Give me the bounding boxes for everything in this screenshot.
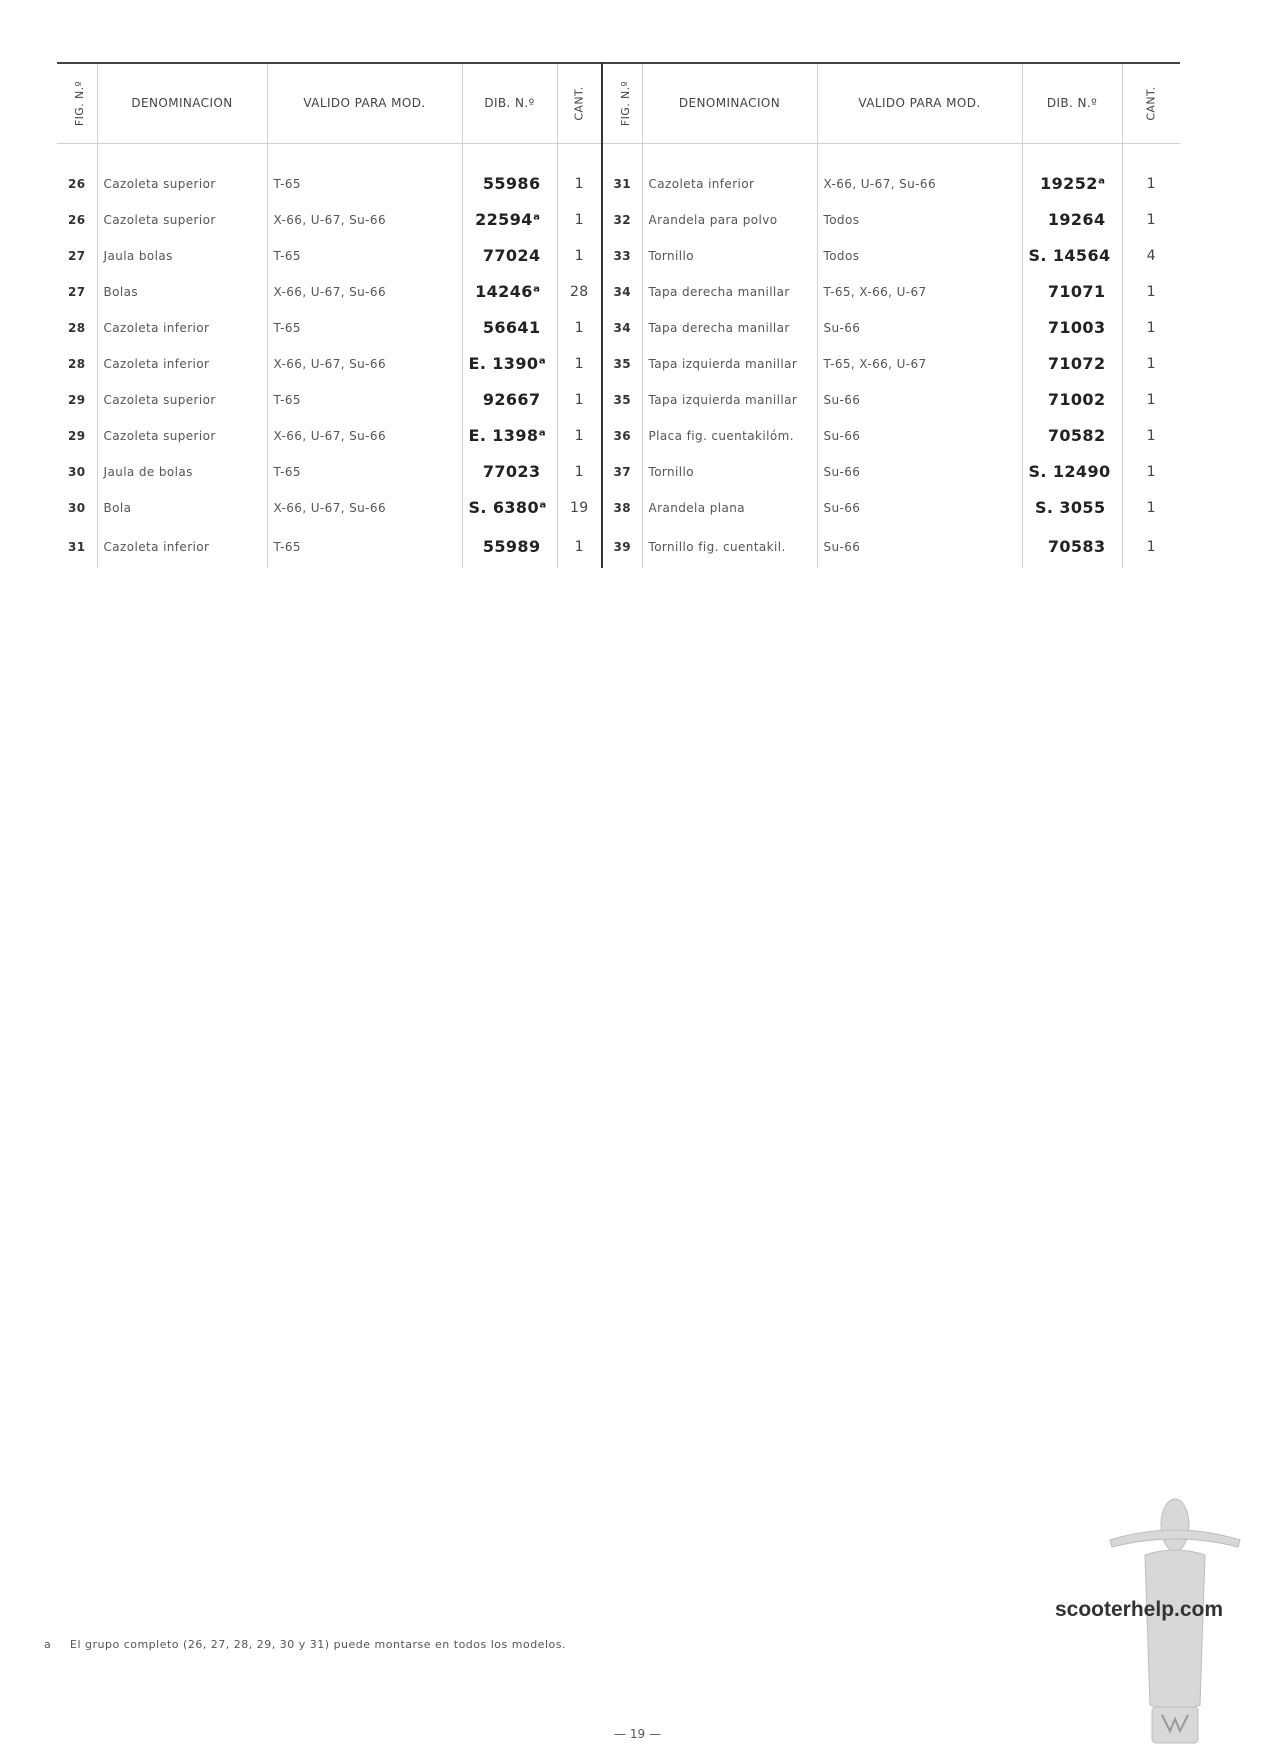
cell-models: Su-66 [817,454,1022,490]
cell-dib: 71072 [1022,346,1122,382]
cell-models: Su-66 [817,490,1022,526]
cell-name: Cazoleta inferior [642,143,817,202]
cell-name: Arandela para polvo [642,202,817,238]
cell-name: Cazoleta inferior [97,310,267,346]
cell-cant: 28 [557,274,602,310]
cell-fig: 35 [602,382,642,418]
header-dib: DIB. N.º [462,63,557,143]
table-row [57,346,1180,382]
cell-cant: 1 [1122,202,1180,238]
cell-cant: 1 [557,382,602,418]
cell-name: Cazoleta superior [97,418,267,454]
cell-fig: 32 [602,202,642,238]
cell-cant: 1 [557,202,602,238]
cell-cant: 1 [557,143,602,202]
cell-fig: 28 [68,356,86,371]
cell-fig: 26 [68,212,86,227]
cell-fig: 31 [68,539,86,554]
cell-models: X-66, U-67, Su-66 [267,274,462,310]
cell-models: T-65, X-66, U-67 [817,346,1022,382]
footnote-mark: a [44,1638,52,1651]
table-row [57,526,1180,568]
cell-cant: 1 [1122,143,1180,202]
cell-cant: 1 [1122,418,1180,454]
cell-cant: 1 [1122,490,1180,526]
cell-name: Tapa izquierda manillar [642,346,817,382]
cell-fig: 27 [68,284,86,299]
cell-dib: 71002 [1022,382,1122,418]
cell-name: Tornillo [642,454,817,490]
cell-models: X-66, U-67, Su-66 [267,418,462,454]
cell-fig: 37 [602,454,642,490]
header-fig: FIG. N.º [602,63,642,143]
cell-dib: 55989 [462,526,557,568]
cell-models: Su-66 [817,526,1022,568]
cell-dib: S. 3055 [1022,490,1122,526]
cell-fig: 30 [68,464,86,479]
cell-dib: S. 14564 [1022,238,1122,274]
cell-name: Cazoleta superior [97,382,267,418]
header-denominacion: DENOMINACION [97,63,267,143]
cell-cant: 1 [1122,274,1180,310]
header-dib: DIB. N.º [1022,63,1122,143]
cell-models: T-65 [267,526,462,568]
cell-dib: 77024 [462,238,557,274]
cell-dib: E. 1390ᵃ [462,346,557,382]
cell-name: Cazoleta inferior [97,526,267,568]
cell-fig: 26 [68,176,86,191]
cell-cant: 1 [557,454,602,490]
cell-fig: 34 [602,310,642,346]
cell-cant: 1 [557,238,602,274]
cell-fig: 27 [68,248,86,263]
cell-fig: 30 [68,500,86,515]
cell-fig: 39 [602,526,642,568]
watermark-text: scooterhelp.com [1055,1598,1224,1621]
cell-models: Todos [817,238,1022,274]
header-valido: VALIDO PARA MOD. [267,63,462,143]
cell-models: T-65 [267,454,462,490]
cell-dib: 14246ᵃ [462,274,557,310]
cell-dib: 56641 [462,310,557,346]
cell-models: T-65 [267,238,462,274]
cell-name: Tapa derecha manillar [642,310,817,346]
table-row [57,238,1180,274]
cell-cant: 19 [557,490,602,526]
cell-dib: 19264 [1022,202,1122,238]
table-row [57,382,1180,418]
page-number: — 19 — [614,1727,661,1741]
table-row [57,490,1180,526]
cell-name: Placa fig. cuentakilóm. [642,418,817,454]
cell-cant: 4 [1122,238,1180,274]
cell-dib: 92667 [462,382,557,418]
cell-fig: 31 [602,143,642,202]
cell-name: Cazoleta superior [97,143,267,202]
cell-name: Bolas [97,274,267,310]
header-denominacion: DENOMINACION [642,63,817,143]
cell-dib: 71071 [1022,274,1122,310]
table-row [57,274,1180,310]
cell-fig: 35 [602,346,642,382]
cell-fig: 38 [602,490,642,526]
header-valido: VALIDO PARA MOD. [817,63,1022,143]
cell-cant: 1 [1122,526,1180,568]
cell-name: Arandela plana [642,490,817,526]
table-row [57,143,1180,202]
cell-dib: 77023 [462,454,557,490]
cell-models: T-65, X-66, U-67 [817,274,1022,310]
cell-dib: S. 12490 [1022,454,1122,490]
cell-cant: 1 [1122,382,1180,418]
cell-name: Cazoleta superior [97,202,267,238]
cell-models: Su-66 [817,382,1022,418]
cell-models: T-65 [267,143,462,202]
cell-models: T-65 [267,310,462,346]
cell-name: Tapa derecha manillar [642,274,817,310]
header-cant: CANT. [557,63,602,143]
cell-cant: 1 [557,310,602,346]
parts-table [57,62,1180,568]
cell-name: Jaula bolas [97,238,267,274]
cell-name: Tapa izquierda manillar [642,382,817,418]
cell-fig: 34 [602,274,642,310]
cell-cant: 1 [1122,346,1180,382]
footnote-text: El grupo completo (26, 27, 28, 29, 30 y 31) puede montarse en todos los modelos. [70,1638,566,1651]
cell-cant: 1 [557,346,602,382]
cell-name: Tornillo fig. cuentakil. [642,526,817,568]
cell-models: Su-66 [817,418,1022,454]
footnote [44,1637,604,1652]
header-fig: FIG. N.º [57,63,97,143]
cell-models: Su-66 [817,310,1022,346]
cell-fig: 36 [602,418,642,454]
cell-cant: 1 [557,526,602,568]
cell-dib: S. 6380ᵃ [462,490,557,526]
cell-models: X-66, U-67, Su-66 [267,490,462,526]
scooter-front-icon [1090,1495,1260,1751]
cell-cant: 1 [1122,310,1180,346]
cell-fig: 29 [68,392,86,407]
cell-name: Tornillo [642,238,817,274]
parts-table-body [57,143,1180,568]
table-row [57,202,1180,238]
cell-fig: 29 [68,428,86,443]
cell-dib: 55986 [462,143,557,202]
cell-name: Jaula de bolas [97,454,267,490]
cell-models: X-66, U-67, Su-66 [267,346,462,382]
cell-dib: 70582 [1022,418,1122,454]
cell-models: T-65 [267,382,462,418]
cell-models: Todos [817,202,1022,238]
table-header-row [57,63,1180,143]
header-cant: CANT. [1122,63,1180,143]
cell-name: Bola [97,490,267,526]
table-row [57,310,1180,346]
table-row [57,418,1180,454]
cell-models: X-66, U-67, Su-66 [817,143,1022,202]
cell-fig: 33 [602,238,642,274]
cell-models: X-66, U-67, Su-66 [267,202,462,238]
cell-dib: 70583 [1022,526,1122,568]
cell-name: Cazoleta inferior [97,346,267,382]
cell-dib: 19252ᵃ [1022,143,1122,202]
cell-dib: E. 1398ᵃ [462,418,557,454]
cell-fig: 28 [68,320,86,335]
cell-dib: 71003 [1022,310,1122,346]
cell-cant: 1 [1122,454,1180,490]
cell-cant: 1 [557,418,602,454]
cell-dib: 22594ᵃ [462,202,557,238]
table-row [57,454,1180,490]
